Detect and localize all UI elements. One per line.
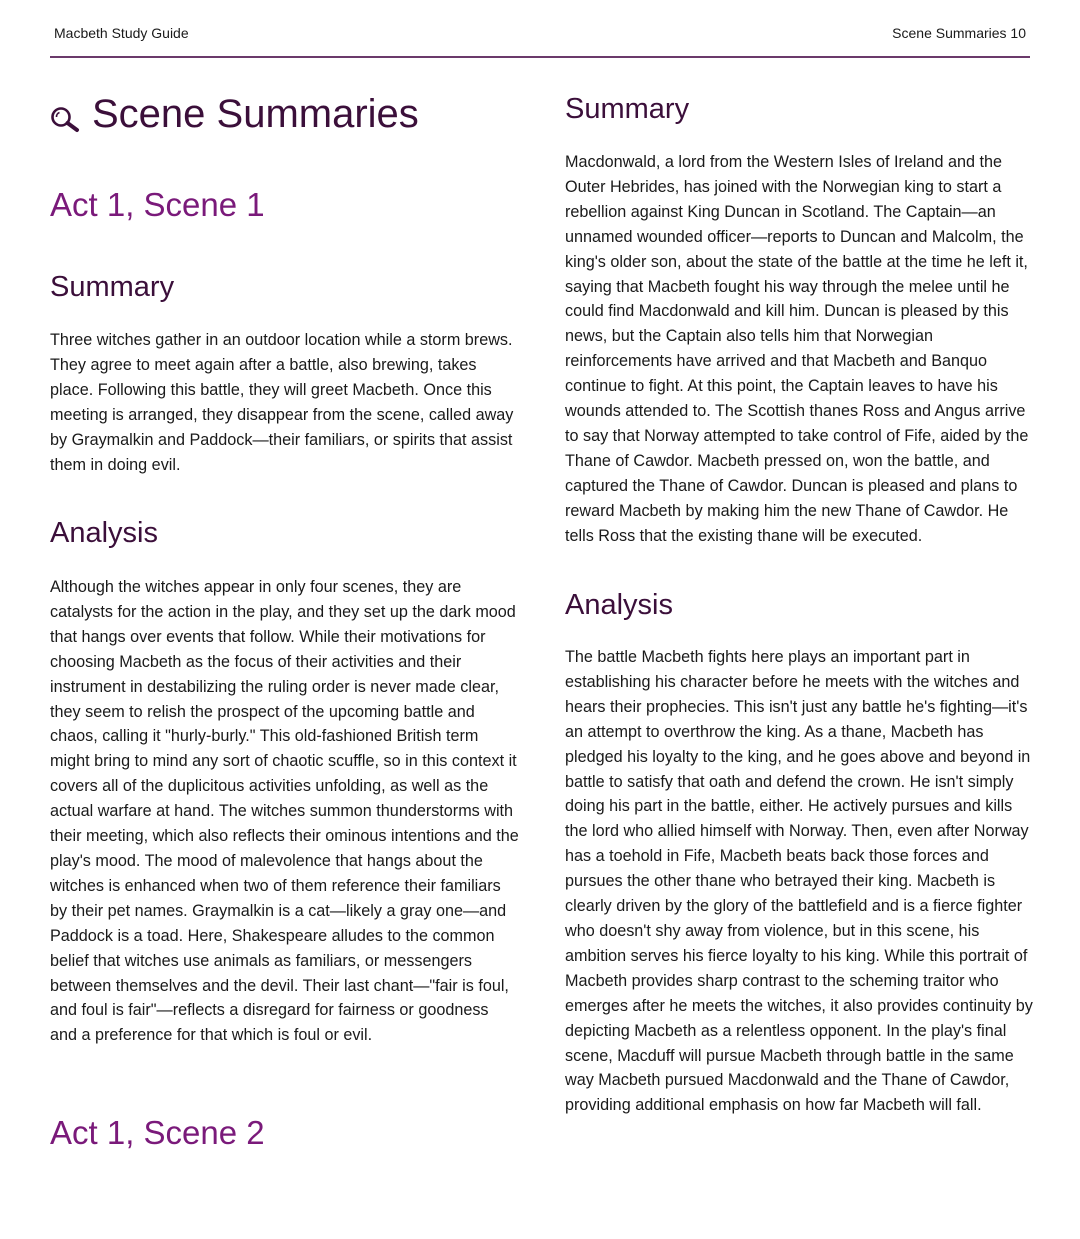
section-page-number: Scene Summaries 10 — [892, 25, 1026, 41]
page-title-text: Scene Summaries — [92, 92, 419, 136]
act1-scene2-summary-text: Macdonwald, a lord from the Western Isles of Ireland and the Outer Hebrides, has joined with the Norwegian king to start a rebellion against King Duncan in Scotland. The Captain—an unnamed wounded officer—reports to Duncan and Malcolm, the king's older son, about the state of the battle at the time he left it, saying that Macbeth fought his way through the melee until he could find Macdonwald and kill him. Duncan is pleased by this news, but the Captain also tells him that Norwegian reinforcements have arrived and that Macbeth and Banquo continue to fight. At this point, the Captain leaves to have his wounds attended to. The Scottish thanes Ross and Angus arrive to say that Norway attempted to take control of Fife, aided by the Thane of Cawdor. Macbeth pressed on, won the battle, and captured the Thane of Cawdor. Duncan is pleased and plans to reward Macbeth by making him the new Thane of Cawdor. He tells Ross that the existing thane will be executed. — [565, 153, 1029, 545]
act1-scene1-summary-text: Three witches gather in an outdoor location while a storm brews. They agree to meet again after a battle, also brewing, takes place. Following this battle, they will greet Macbeth. Once this meeting is arranged, they disappear from the scene, called away by Graymalkin and Paddock—their familiars, or spirits that assist them in doing evil. — [50, 331, 514, 474]
guide-title: Macbeth Study Guide — [54, 25, 189, 41]
page-title — [50, 92, 419, 137]
act1-scene1-analysis-heading: Analysis — [50, 517, 158, 549]
act1-scene2-heading: Act 1, Scene 2 — [50, 1114, 265, 1151]
act1-scene2-analysis-text: The battle Macbeth fights here plays an important part in establishing his character before he meets with the witches and hears their prophecies. This isn't just any battle he's fighting—it's an attempt to overthrow the king. As a thane, Macbeth has pledged his loyalty to the king, and he goes above and beyond in battle to satisfy that oath and defend the crown. He isn't simply doing his part in the battle, either. He actively pursues and kills the lord who allied himself with Norway. Then, even after Norway has a toehold in Fife, Macbeth beats back those forces and pursues the other thane who betrayed their king. Macbeth is clearly driven by the glory of the battlefield and is a fierce fighter who doesn't shy away from violence, but in this scene, his ambition serves his fierce loyalty to his king. While this portrait of Macbeth provides sharp contrast to the scheming traitor who emerges after he meets the witches, it also provides continuity by depicting Macbeth as a relentless opponent. In the play's final scene, Macduff will pursue Macbeth through battle in the same way Macbeth pursued Macdonwald and the Thane of Cawdor, providing additional emphasis on how far Macbeth will fall. — [565, 648, 1033, 1115]
page-header — [50, 0, 1030, 58]
act1-scene1-analysis-text: Although the witches appear in only four scenes, they are catalysts for the action in the play, and they set up the dark mood that hangs over events that follow. While their motivations for choosing Macbeth as the focus of their activities and their instrument in destabilizing the ruling order is never made clear, they seem to relish the prospect of the upcoming battle and chaos, calling it "hurly-burly." This old-fashioned British term might bring to mind any sort of chaotic scuffle, so in this context it covers all of the duplicitous activities unfolding, as well as the actual warfare at hand. The witches summon thunderstorms with their meeting, which also reflects their ominous intentions and the play's mood. The mood of malevolence that hangs about the witches is enhanced when two of them reference their familiars by their pet names. Graymalkin is a cat—likely a gray one—and Paddock is a toad. Here, Shakespeare alludes to the common belief that witches use animals as familiars, or messengers between themselves and the devil. Their last chant—"fair is foul, and foul is fair"—reflects a disregard for fairness or goodness and a preference for that which is foul or evil. — [50, 578, 519, 1045]
act1-scene1-summary-heading: Summary — [50, 271, 175, 303]
act1-scene2-analysis-heading: Analysis — [565, 589, 673, 621]
act1-scene1-heading: Act 1, Scene 1 — [50, 186, 265, 223]
act1-scene2-summary-heading: Summary — [565, 93, 690, 125]
magnifier-icon — [50, 100, 86, 130]
